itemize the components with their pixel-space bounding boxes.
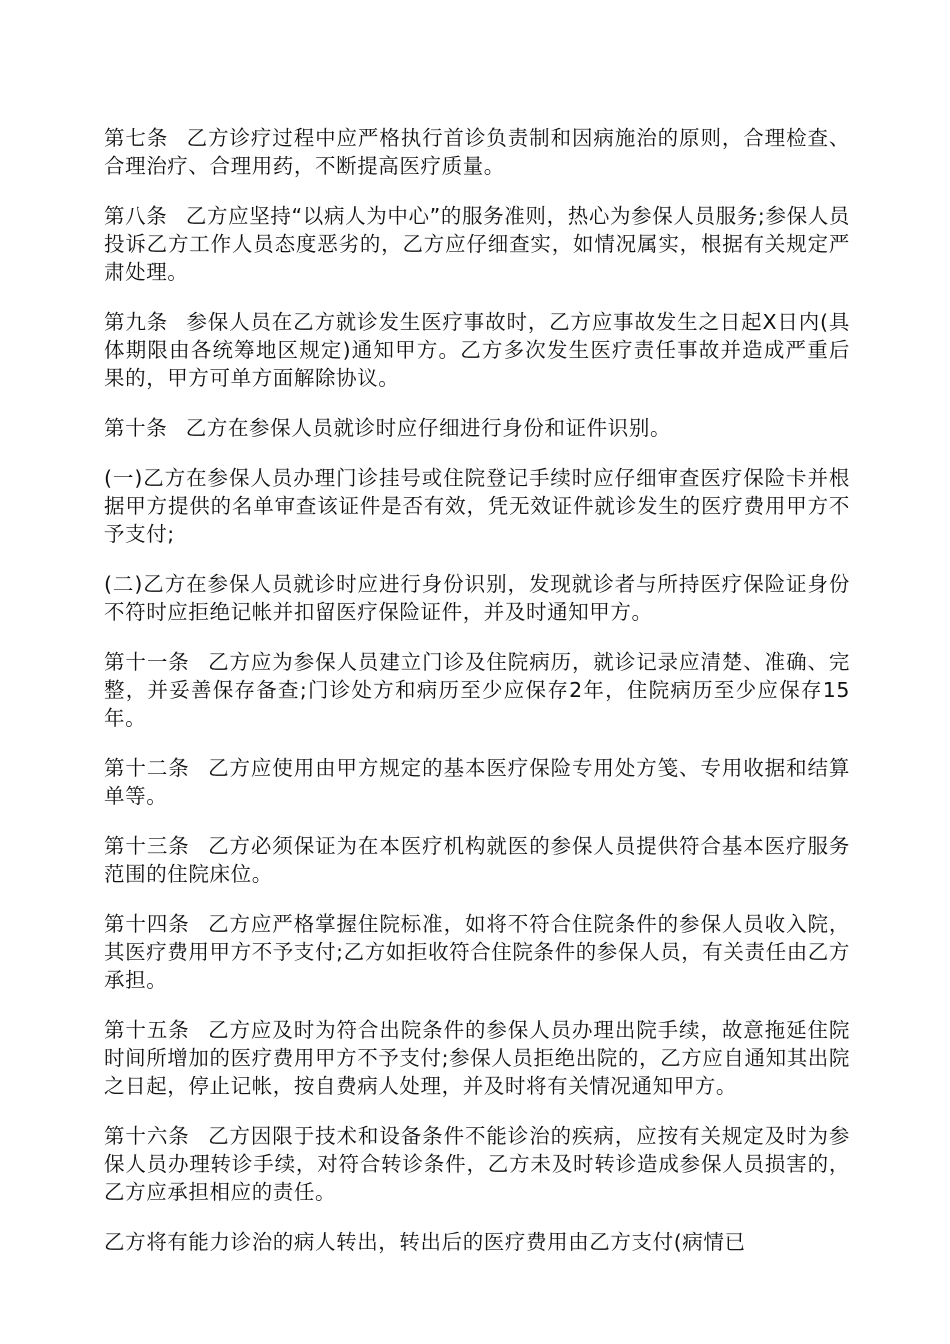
article-text: 乙方必须保证为在本医疗机构就医的参保人员提供符合基本医疗服务范围的住院床位。 <box>104 834 851 886</box>
article-text: 乙方应使用由甲方规定的基本医疗保险专用处方笺、专用收据和结算单等。 <box>104 756 851 808</box>
document-page <box>104 124 850 1278</box>
article-number: 第十五条 <box>104 1018 190 1042</box>
paragraph-article-16 <box>104 1122 850 1206</box>
article-number: 第九条 <box>104 310 169 334</box>
paragraph-article-15 <box>104 1016 850 1100</box>
article-text: 乙方应及时为符合出院条件的参保人员办理出院手续，故意拖延住院时间所增加的医疗费用甲方不予支付;参保人员拒绝出院的，乙方应自通知其出院之日起，停止记帐，按自费病人处理，并及时将有关情况通知甲方。 <box>104 1018 851 1098</box>
article-number: 第八条 <box>104 204 168 228</box>
paragraph-continuation <box>104 1228 850 1256</box>
paragraph-article-9 <box>104 308 850 392</box>
article-text: 乙方应为参保人员建立门诊及住院病历，就诊记录应清楚、准确、完整，并妥善保存备查;门诊处方和病历至少应保存2年，住院病历至少应保存15年。 <box>104 650 851 730</box>
paragraph-article-13 <box>104 832 850 888</box>
continuation-text: 乙方将有能力诊治的病人转出，转出后的医疗费用由乙方支付(病情已 <box>104 1230 746 1254</box>
paragraph-article-11 <box>104 648 850 732</box>
paragraph-article-14 <box>104 910 850 994</box>
article-number: 第十三条 <box>104 834 190 858</box>
paragraph-article-8 <box>104 202 850 286</box>
article-text: 乙方在参保人员就诊时应仔细进行身份和证件识别。 <box>185 416 672 440</box>
clause-text: (二)乙方在参保人员就诊时应进行身份识别，发现就诊者与所持医疗保险证身份不符时应拒绝记帐并扣留医疗保险证件，并及时通知甲方。 <box>104 572 850 624</box>
paragraph-clause-2 <box>104 570 850 626</box>
paragraph-article-7 <box>104 124 850 180</box>
article-text: 乙方应严格掌握住院标准，如将不符合住院条件的参保人员收入院，其医疗费用甲方不予支付;乙方如拒收符合住院条件的参保人员，有关责任由乙方承担。 <box>104 912 851 992</box>
article-text: 乙方诊疗过程中应严格执行首诊负责制和因病施治的原则，合理检查、合理治疗、合理用药，不断提高医疗质量。 <box>104 126 850 178</box>
article-number: 第十一条 <box>104 650 190 674</box>
article-text: 乙方因限于技术和设备条件不能诊治的疾病，应按有关规定及时为参保人员办理转诊手续，对符合转诊条件，乙方未及时转诊造成参保人员损害的，乙方应承担相应的责任。 <box>104 1124 851 1204</box>
article-number: 第十四条 <box>104 912 190 936</box>
article-number: 第十二条 <box>104 756 190 780</box>
paragraph-article-12 <box>104 754 850 810</box>
paragraph-clause-1 <box>104 464 850 548</box>
article-text: 参保人员在乙方就诊发生医疗事故时，乙方应事故发生之日起X日内(具体期限由各统筹地区规定)通知甲方。乙方多次发生医疗责任事故并造成严重后果的，甲方可单方面解除协议。 <box>104 310 850 390</box>
article-number: 第十条 <box>104 416 168 440</box>
article-number: 第十六条 <box>104 1124 190 1148</box>
article-number: 第七条 <box>104 126 169 150</box>
clause-text: (一)乙方在参保人员办理门诊挂号或住院登记手续时应仔细审查医疗保险卡并根据甲方提供的名单审查该证件是否有效，凭无效证件就诊发生的医疗费用甲方不予支付; <box>104 466 850 546</box>
article-text: 乙方应坚持“以病人为中心”的服务准则，热心为参保人员服务;参保人员投诉乙方工作人员态度恶劣的，乙方应仔细查实，如情况属实，根据有关规定严肃处理。 <box>104 204 850 284</box>
paragraph-article-10 <box>104 414 850 442</box>
